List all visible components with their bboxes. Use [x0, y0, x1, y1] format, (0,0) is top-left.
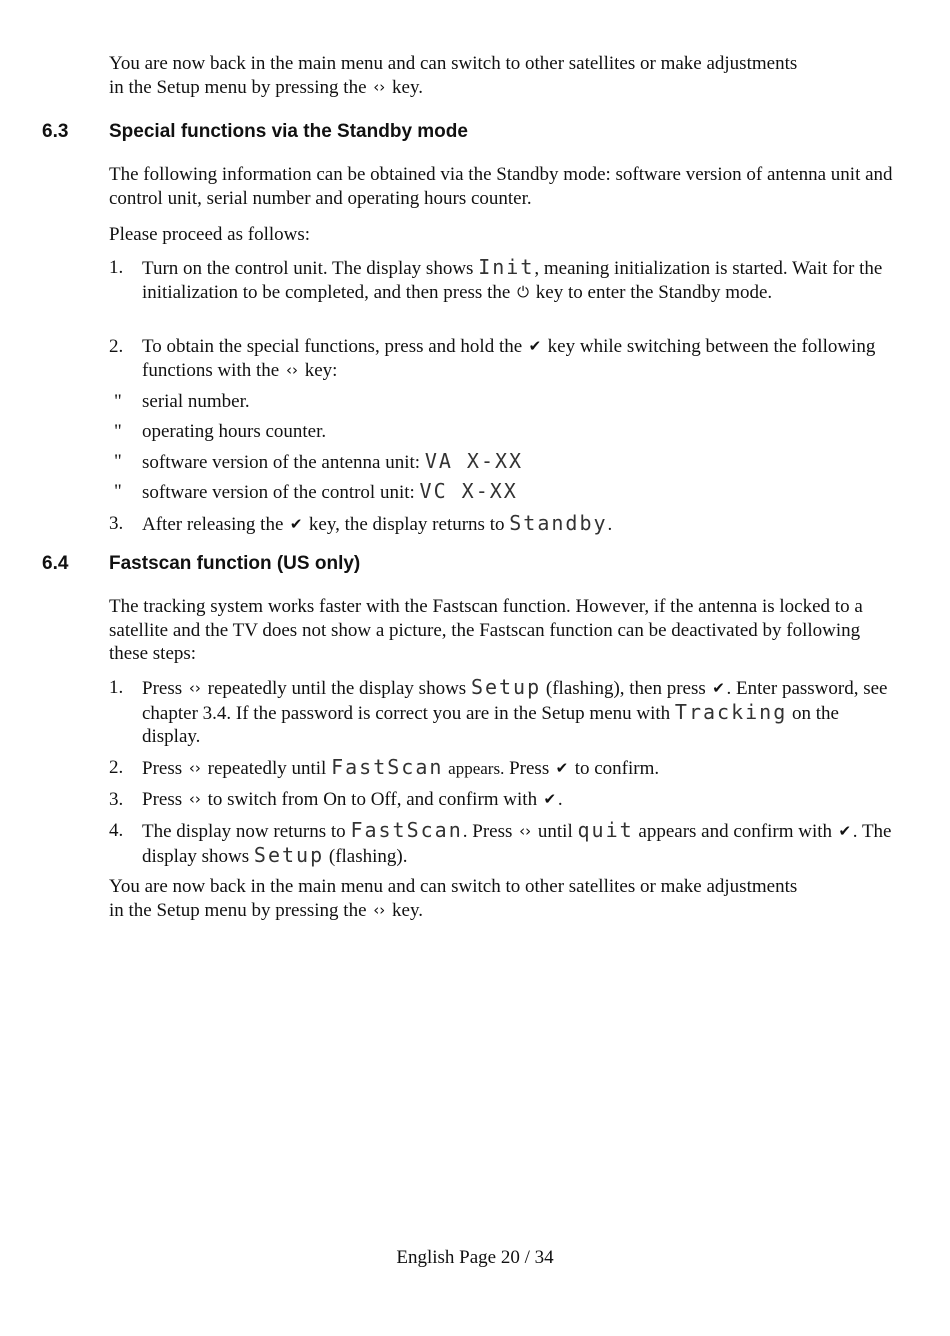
intro-line-2-end: key. — [392, 76, 423, 98]
step-text: . Press — [462, 821, 513, 842]
step-text: key, the display returns to — [308, 514, 505, 535]
step-text: key to enter the Standby mode. — [535, 281, 773, 303]
bullet-text: software version of the antenna unit: — [142, 452, 421, 473]
power-key-icon: ⏻ — [517, 282, 529, 301]
lcd-display-text: Init — [478, 255, 535, 279]
select-key-icon: ‹› — [188, 759, 201, 777]
list-number: 2. — [109, 336, 124, 357]
step-text: (flashing), then press — [545, 678, 706, 699]
step-text: key: — [304, 359, 338, 381]
section-6-3-proceed: Please proceed as follows: — [109, 224, 311, 245]
section-heading-6-4 — [42, 552, 360, 576]
list-item — [109, 676, 899, 749]
select-key-icon: ‹› — [373, 900, 386, 919]
step-text: , meaning initialization is started. Wait for the initialization to be completed, and then press the — [142, 258, 883, 303]
step-text: appears. — [448, 759, 505, 778]
select-key-icon: ‹› — [188, 790, 201, 808]
check-key-icon: ✔ — [289, 515, 303, 533]
list-item — [109, 788, 899, 812]
section-heading-6-3 — [42, 120, 468, 144]
list-item — [109, 756, 899, 781]
lcd-display-text: VA X-XX — [424, 449, 524, 473]
list-item — [109, 335, 899, 382]
list-item — [109, 819, 899, 868]
step-text: key while switching between the following functions with the — [142, 336, 876, 381]
list-number: 2. — [109, 757, 124, 778]
select-key-icon: ‹› — [373, 77, 386, 96]
step-text: to switch from On to Off, and confirm with — [207, 789, 538, 810]
step-text: on the display. — [142, 702, 839, 747]
select-key-icon: ‹› — [188, 679, 201, 697]
bullet-mark: " — [114, 391, 122, 412]
intro-paragraph — [109, 52, 899, 99]
section-title: Fastscan function (US only) — [109, 553, 361, 574]
step-text: . — [607, 514, 613, 535]
bullet-mark: " — [114, 451, 122, 472]
step-text: to confirm. — [574, 758, 660, 779]
step-text: To obtain the special functions, press and hold the — [142, 336, 523, 357]
step-text: until — [537, 821, 573, 842]
list-number: 1. — [109, 257, 124, 278]
lcd-display-text: Standby — [509, 511, 608, 535]
list-item — [109, 512, 899, 537]
lcd-display-text: Setup — [470, 675, 542, 699]
step-text: Press — [142, 789, 183, 810]
list-number: 4. — [109, 820, 124, 841]
outro-line-2-end: key. — [392, 899, 423, 921]
lcd-display-text: Tracking — [674, 699, 788, 724]
check-key-icon: ✔ — [712, 679, 725, 697]
bullet-text: operating hours counter. — [142, 421, 327, 442]
select-key-icon: ‹› — [285, 360, 298, 379]
lcd-display-text: FastScan — [350, 818, 463, 842]
step-text: Press — [142, 758, 183, 779]
bullet-item — [109, 420, 899, 444]
step-text: After releasing the — [142, 514, 284, 535]
step-text: Press — [509, 758, 550, 779]
step-text: The display now returns to — [142, 821, 346, 842]
step-text: repeatedly until — [207, 758, 327, 779]
step-text: (flashing). — [328, 845, 408, 867]
list-number: 3. — [109, 789, 124, 810]
section-number: 6.4 — [42, 553, 69, 574]
section-6-4-paragraph: The tracking system works faster with the Fastscan function. However, if the antenna is locked to a satellite and the TV does not show a picture, the Fastscan function can be deactivated by following these steps: — [109, 596, 863, 664]
select-key-icon: ‹› — [519, 822, 532, 840]
bullet-text: serial number. — [142, 391, 250, 412]
step-text: repeatedly until the display shows — [207, 678, 467, 699]
bullet-item — [109, 450, 899, 475]
page-footer: English Page 20 / 34 — [396, 1247, 554, 1268]
bullet-item — [109, 480, 899, 505]
lcd-display-text: quit — [577, 818, 634, 842]
step-text: . The display shows — [142, 821, 892, 867]
step-text: Press — [142, 678, 183, 699]
outro-paragraph — [109, 875, 899, 922]
lcd-display-text: Setup — [253, 842, 325, 867]
check-key-icon: ✔ — [543, 790, 557, 808]
list-number: 1. — [109, 677, 124, 698]
bullet-mark: " — [114, 421, 122, 442]
section-number: 6.3 — [42, 121, 69, 142]
outro-line-1: You are now back in the main menu and can switch to other satellites or make adjustments — [109, 876, 798, 897]
step-text: . — [557, 789, 563, 810]
bullet-item — [109, 390, 899, 414]
list-number: 3. — [109, 513, 124, 534]
check-key-icon: ✔ — [838, 822, 852, 840]
lcd-display-text: FastScan — [331, 755, 444, 779]
list-item — [109, 256, 899, 304]
intro-line-2: in the Setup menu by pressing the — [109, 76, 367, 98]
bullet-mark: " — [114, 481, 122, 502]
check-key-icon: ✔ — [528, 337, 542, 355]
outro-line-2: in the Setup menu by pressing the — [109, 899, 367, 921]
lcd-display-text: VC X-XX — [419, 479, 518, 503]
step-text: . Enter password, see chapter 3.4. If the password is correct you are in the Setup menu with — [142, 678, 888, 724]
bullet-text: software version of the control unit: — [142, 482, 415, 503]
section-6-3-paragraph: The following information can be obtained via the Standby mode: software version of antenna unit and control unit, serial number and operating hours counter. — [109, 164, 893, 209]
step-text: appears and confirm with — [638, 821, 833, 842]
step-text: Turn on the control unit. The display shows — [142, 258, 474, 279]
check-key-icon: ✔ — [555, 759, 569, 777]
intro-line-1: You are now back in the main menu and can switch to other satellites or make adjustments — [109, 53, 798, 74]
section-title: Special functions via the Standby mode — [109, 121, 468, 142]
